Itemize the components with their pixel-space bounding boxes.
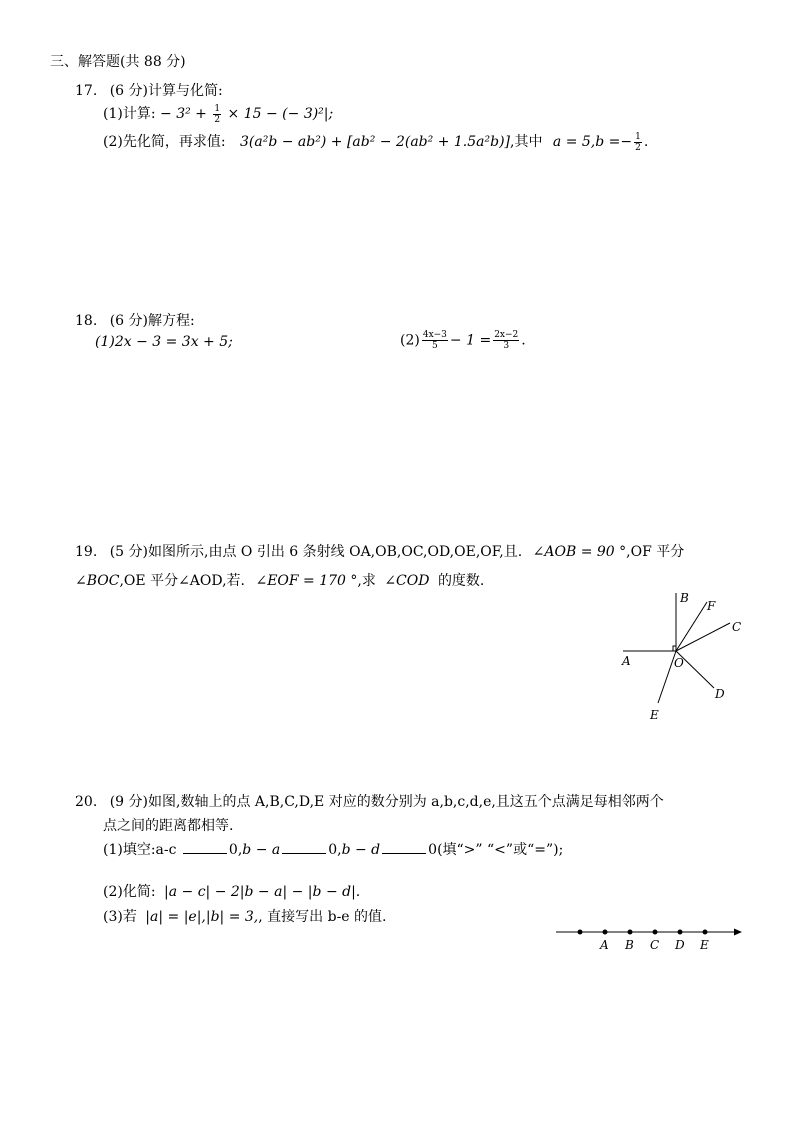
q19-line1 bbox=[75, 541, 684, 561]
axis-label-a: A bbox=[600, 938, 609, 952]
q17-part1-pre: − 3² + bbox=[160, 106, 212, 122]
ray-oc bbox=[676, 623, 730, 651]
axis-point-origin bbox=[578, 930, 583, 935]
frac-numerator: 1 bbox=[635, 131, 641, 142]
q19-ray-figure bbox=[610, 585, 750, 725]
q18-part2 bbox=[400, 330, 526, 351]
ray-of bbox=[676, 602, 707, 651]
frac-denominator: 5 bbox=[432, 341, 438, 351]
axis-point-a bbox=[603, 930, 608, 935]
q20-part3-tail: , 直接写出 b-e 的值. bbox=[258, 909, 387, 925]
frac-numerator: 2x−2 bbox=[494, 330, 519, 340]
q19-text-d: ,求 bbox=[357, 573, 376, 589]
frac-denominator: 2 bbox=[214, 114, 221, 125]
q20-part1-label: (1)填空:a-c bbox=[103, 842, 177, 858]
q20-part1-expr2: b − a bbox=[242, 842, 281, 858]
q18-part2-fraction2 bbox=[493, 330, 519, 351]
q18-part2-fraction1 bbox=[422, 330, 448, 351]
q20-part1-expr3: b − d bbox=[341, 842, 381, 858]
q17-part1 bbox=[103, 103, 333, 125]
q17-part2-expr: 3(a²b − ab²) + [ab² − 2(ab² + 1.5a²b)] bbox=[240, 134, 510, 150]
axis-point-b bbox=[628, 930, 633, 935]
q18-part1 bbox=[95, 334, 233, 350]
axis-arrow bbox=[734, 929, 742, 936]
q20-part2-label: (2)化简: bbox=[103, 884, 156, 900]
q17-part2-label: (2)先化简，再求值: bbox=[103, 134, 226, 150]
axis-point-d bbox=[678, 930, 683, 935]
q17-part1-post: × 15 − (− 3)²|; bbox=[223, 106, 334, 122]
axis-point-c bbox=[653, 930, 658, 935]
q17-part2-fraction bbox=[634, 132, 642, 153]
axis-label-b: B bbox=[625, 938, 634, 952]
q17-part2-end: . bbox=[643, 134, 649, 150]
label-c: C bbox=[732, 620, 742, 634]
q19-angle-eof: ∠EOF = 170 ° bbox=[255, 573, 358, 589]
q20-part3-label: (3)若 bbox=[103, 909, 137, 925]
q20-part2 bbox=[103, 881, 360, 901]
q18-part2-end: . bbox=[521, 332, 526, 349]
q19-angle-boc: ∠BOC bbox=[75, 573, 120, 589]
q19-angle-aob: ∠AOB = 90 ° bbox=[532, 544, 627, 560]
q20-part1-sep3: 0(填“>” “<”或“=”); bbox=[428, 842, 564, 858]
q17-part1-label: (1)计算: bbox=[103, 106, 156, 122]
q19-text-a: (5 分)如图所示,由点 O 引出 6 条射线 OA,OB,OC,OD,OE,OF,且. bbox=[109, 544, 523, 560]
q20-number-line bbox=[550, 922, 750, 956]
q20-text-line1: (9 分)如图,数轴上的点 A,B,C,D,E 对应的数分别为 a,b,c,d,e,且这五个点满足每相邻两个 bbox=[109, 794, 664, 810]
q20-part3-expr: |a| = |e|,|b| = 3, bbox=[145, 909, 259, 925]
q18-part2-mid: − 1 = bbox=[449, 332, 492, 349]
axis-point-e bbox=[703, 930, 708, 935]
q17-part2-cond: a = 5,b =− bbox=[552, 134, 633, 150]
q18-header bbox=[75, 310, 195, 330]
q19-number: 19. bbox=[75, 544, 98, 560]
q18-number: 18. bbox=[75, 313, 98, 329]
q18-head: (6 分)解方程: bbox=[109, 313, 195, 329]
label-e: E bbox=[650, 708, 659, 722]
q17-head: (6 分)计算与化简: bbox=[109, 83, 223, 99]
label-o: O bbox=[674, 656, 684, 670]
q17-part2-where: ,其中 bbox=[510, 134, 543, 150]
answer-blank-1[interactable] bbox=[183, 841, 227, 854]
q19-text-b: ,OE 平分∠AOD,若. bbox=[119, 573, 246, 589]
frac-denominator: 2 bbox=[635, 142, 641, 153]
q20-number: 20. bbox=[75, 794, 98, 810]
q20-part1 bbox=[103, 839, 563, 859]
axis-label-e: E bbox=[700, 938, 709, 952]
q19-text-c: ,OF 平分 bbox=[626, 544, 685, 560]
q20-line1 bbox=[75, 791, 664, 811]
section-title: 三、解答题(共 88 分) bbox=[50, 54, 186, 70]
label-a: A bbox=[622, 654, 631, 668]
q20-part1-sep1: 0, bbox=[228, 842, 243, 858]
q19-angle-cod: ∠COD bbox=[384, 573, 430, 589]
q19-line2 bbox=[75, 570, 484, 590]
q20-part2-expr: |a − c| − 2|b − a| − |b − d|. bbox=[164, 884, 361, 900]
answer-blank-2[interactable] bbox=[282, 841, 326, 854]
q19-text-f: 的度数. bbox=[437, 573, 485, 589]
q17-part2 bbox=[103, 131, 648, 153]
frac-numerator: 4x−3 bbox=[422, 330, 447, 340]
label-b: B bbox=[680, 591, 689, 605]
q20-part3 bbox=[103, 906, 387, 926]
q20-part1-sep2: 0, bbox=[328, 842, 342, 858]
frac-denominator: 3 bbox=[503, 341, 510, 351]
label-f: F bbox=[707, 599, 716, 613]
q20-line2: 点之间的距离都相等. bbox=[103, 818, 234, 834]
q18-part1-equation: (1)2x − 3 = 3x + 5; bbox=[95, 334, 233, 350]
q17-part1-fraction bbox=[213, 104, 221, 125]
q17-header bbox=[75, 80, 223, 100]
q18-part2-label: (2) bbox=[400, 332, 420, 349]
answer-blank-3[interactable] bbox=[382, 841, 426, 854]
frac-numerator: 1 bbox=[214, 103, 221, 114]
axis-label-c: C bbox=[650, 938, 660, 952]
label-d: D bbox=[715, 687, 725, 701]
axis-label-d: D bbox=[675, 938, 685, 952]
q17-number: 17. bbox=[75, 83, 98, 99]
